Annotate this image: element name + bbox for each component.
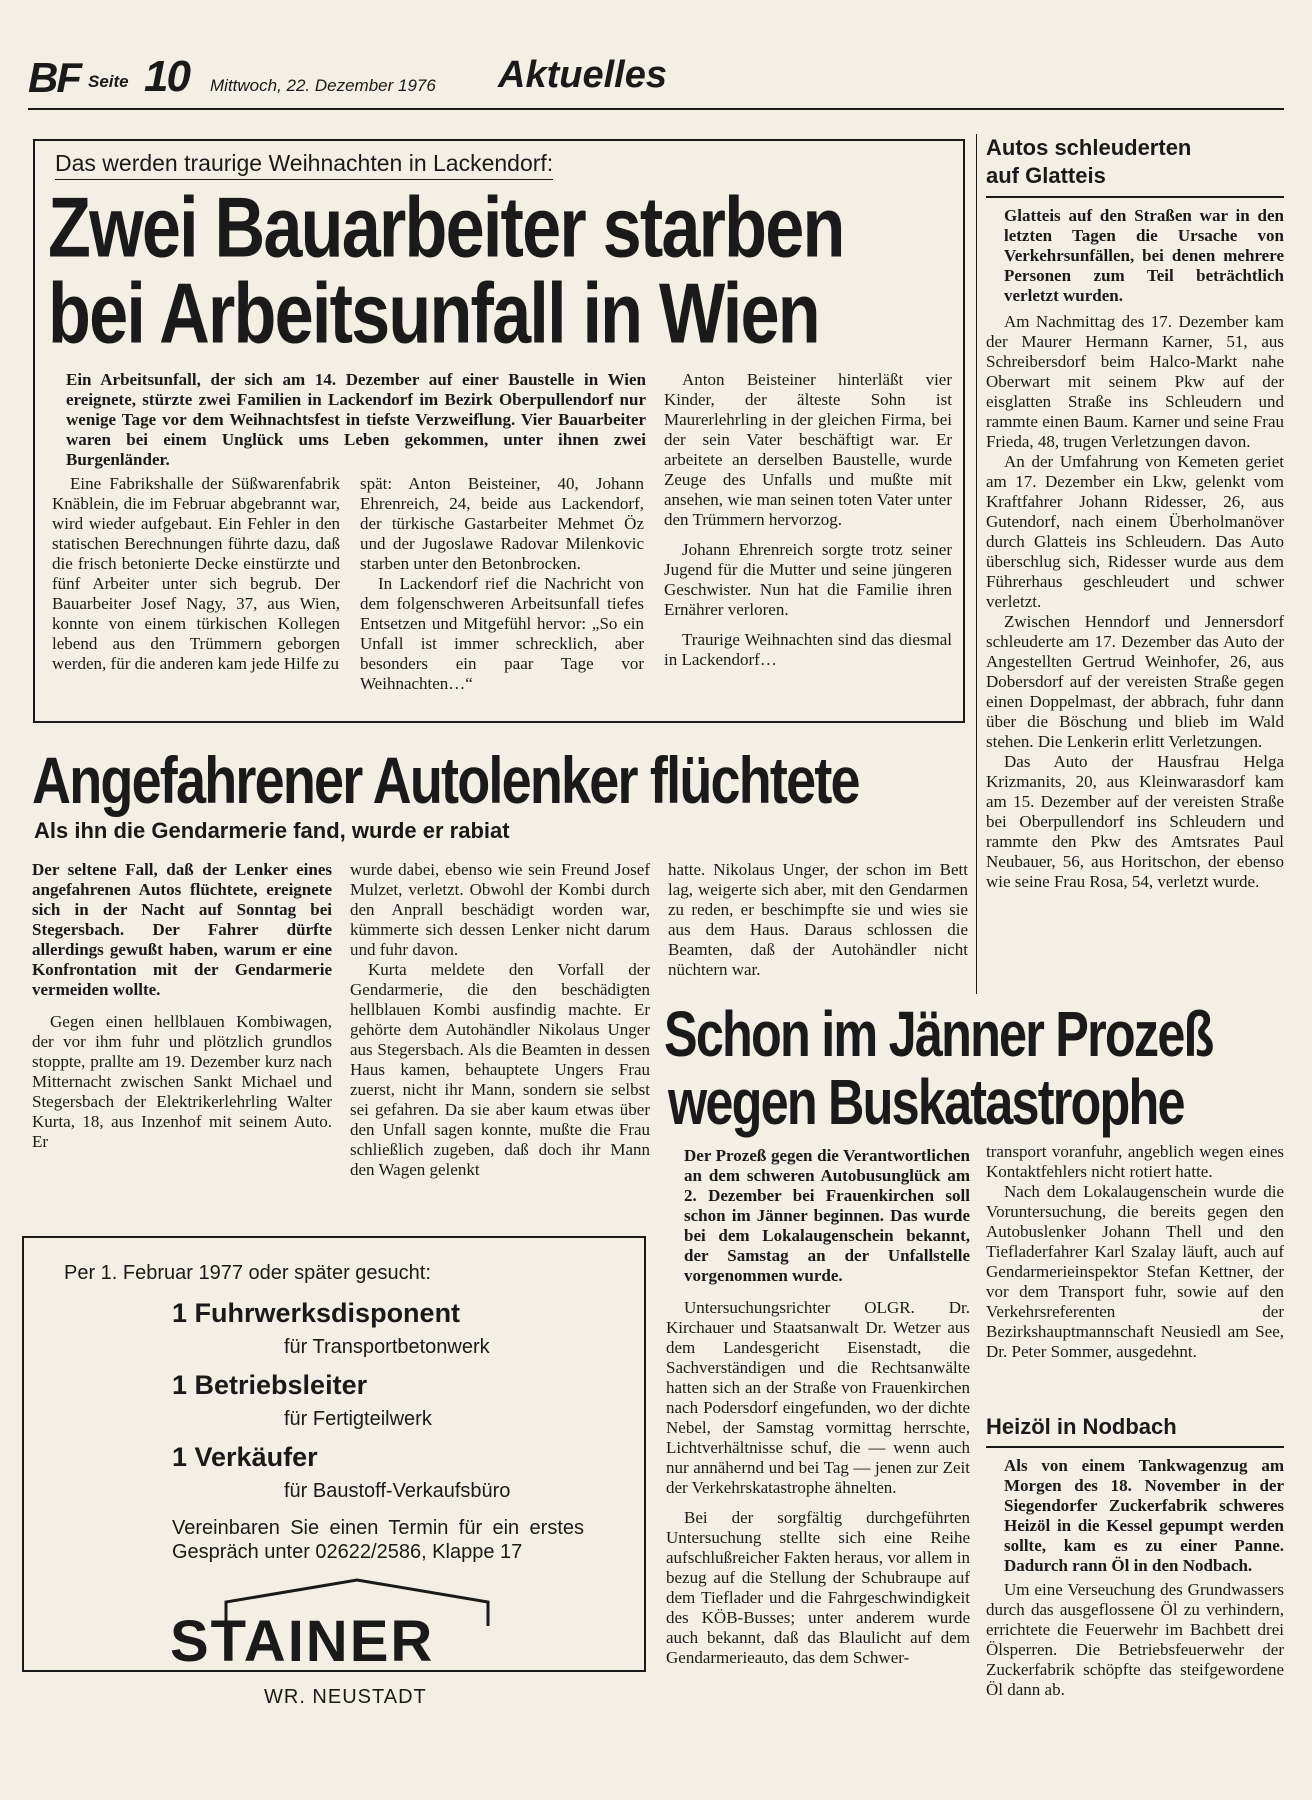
article-autolenker-subhead: Als ihn die Gendarmerie fand, wurde er rabiat [34,818,510,843]
article-prozess-col2 [986,1142,1284,1362]
stainer-city: WR. NEUSTADT [264,1686,427,1708]
article-autolenker-lead: Der seltene Fall, daß der Lenker eines angefahrenen Autos flüchtete, ereignete sich in der Nacht auf Sonntag bei Stegersbach. Der Fahrer dürfte allerdings gewußt haben, warum er eine Konfrontation mit der Gendarmerie vermeiden wollte. [32,860,332,999]
job-ad-title-2: 1 Betriebsleiter [172,1370,368,1400]
article-glatteis-p4: Das Auto der Hausfrau Helga Krizmanits, 20, aus Kleinwarasdorf kam am 15. Dezember auf der vereisten Straße bei Oberpullendorf ins Schleudern und rammte den Pkw des Amtsrates Paul Neubauer, 56, aus Horitschon, der ebenso wie seine Frau Rosa, 54, verletzt wurde. [986,752,1284,891]
logo-bf: BF [28,54,80,101]
article-autolenker-col1-text: Gegen einen hellblauen Kombiwagen, der vor ihm fuhr und plötzlich grundlos stoppte, prallte am 19. Dezember kurz nach Mitternacht zwischen Sankt Michael und Stegersbach der Elektrikerlehrling Walter Kurta, 18, aus Inzenhof mit seinem Auto. Er [32,1012,332,1151]
article-heizoel-p1: Um eine Verseuchung des Grundwassers durch das ausgeflossene Öl zu verhindern, errichtete die Feuerwehr im Bachbett drei Ölsperren. Die Betriebsfeuerwehr der Zuckerfabrik schöpfte das steifgewordene Öl dann ab. [986,1580,1284,1699]
article-heizoel-rule [986,1446,1284,1448]
column-divider-right [976,134,977,994]
stainer-logo: STAINER [170,1609,435,1674]
article-glatteis-headline: Autos schleuderten auf Glatteis [986,135,1192,188]
job-ad-sub-3: für Baustoff-Verkaufsbüro [284,1480,511,1502]
article-bauarbeiter-col3-p1: Anton Beisteiner hinterläßt vier Kinder, der älteste Sohn ist Maurerlehrling in der gleichen Firma, bei der sein Vater beschäftigt war. Er arbeitete an derselben Baustelle, wurde Zeuge des Unfalls und mußte mit ansehen, wie man seinen toten Vater unter den Trümmern hervorzog. [664,370,952,529]
article-glatteis-lead: Glatteis auf den Straßen war in den letzten Tagen die Ursache von Verkehrsunfällen, bei denen mehrere Personen zum Teil beträchtlich verletzt wurden. [1004,206,1284,305]
article-bauarbeiter-headline-2: bei Arbeitsunfall in Wien [48,264,819,362]
seite-label: Seite [88,72,129,91]
article-glatteis-p3: Zwischen Henndorf und Jennersdorf schleuderte am 17. Dezember das Auto der Angestellten Gertrud Weinhofer, 26, aus Dobersdorf auf der vereisten Straße gegen einen Doppelmast, der abbrach, fuhr dann über die Böschung und blieb im Wald stehen. Die Lenkerin erlitt Verletzungen. [986,612,1284,751]
article-bauarbeiter-col3-p2: Johann Ehrenreich sorgte trotz seiner Jugend für die Mutter und seine jüngeren Geschwister. Nun hat die Familie ihren Ernährer verloren. [664,540,952,619]
job-ad-contact: Vereinbaren Sie einen Termin für ein erstes Gespräch unter 02622/2586, Klappe 17 [172,1517,584,1563]
article-glatteis-p2: An der Umfahrung von Kemeten geriet am 17. Dezember ein Lkw, gelenkt vom Kraftfahrer Johann Ridesser, 26, aus Gutendorf, nach einem Überholmanöver durch Glatteis ins Schleudern. Das Auto überschlug sich, Ridesser wurde aus dem Führerhaus geschleudert und schwer verletzt. [986,452,1284,611]
article-autolenker-col3-text: hatte. Nikolaus Unger, der schon im Bett lag, weigerte sich aber, mit den Gendarmen zu reden, er beschimpfte sie und wies sie aus dem Haus. Daraus schlossen die Beamten, daß der Autohändler nicht nüchtern war. [668,860,968,979]
article-prozess-col2-p2: Nach dem Lokalaugenschein wurde die Voruntersuchung, die bereits gegen den Autobuslenker Johann Thell und den Tiefladerfahrer Karl Szalay läuft, auch auf Gendarmerieinspektor Stefan Kettner, der vor dem Transport fuhr, sowie auf den Verkehrsreferenten der Bezirkshauptmannschaft Neusiedl am See, Dr. Peter Sommer, ausgedehnt. [986,1182,1284,1361]
article-heizoel-lead: Als von einem Tankwagenzug am Morgen des 18. November in der Siegendorfer Zuckerfabrik schweres Heizöl in die Kessel gepumpt werden sollte, kam es zu einer Panne. Dadurch rann Öl in den Nodbach. [1004,1456,1284,1575]
article-heizoel-body [986,1456,1284,1700]
article-prozess-col1-p1: Untersuchungsrichter OLGR. Dr. Kirchauer und Staatsanwalt Dr. Wetzer aus dem Landesgericht Eisenstadt, die Sachverständigen und die Rechtsanwälte hatten sich an der Straße von Frauenkirchen nach Podersdorf eingefunden, wo der dichte Nebel, der Samstag vormittag herrschte, Lichtverhältnisse schuf, die — wenn auch nur annähernd und bei Tag — jenen zur Zeit der Verkehrskatastrophe ähnelten. [666,1298,970,1497]
article-bauarbeiter-col2-p2: In Lackendorf rief die Nachricht von dem folgenschweren Arbeitsunfall tiefes Entsetzen und Mitgefühl hervor: „So ein Unfall ist immer schrecklich, aber besonders ein paar Tage vor Weihnachten…“ [360,574,644,693]
job-ad-intro: Per 1. Februar 1977 oder später gesucht: [64,1262,431,1284]
article-bauarbeiter-col2-p1: spät: Anton Beisteiner, 40, Johann Ehrenreich, 24, beide aus Lackendorf, der türkische Gastarbeiter Mehmet Öz und der Jugoslawe Radovar Milenkovic starben unter den Betonbrocken. [360,474,644,573]
article-prozess-lead: Der Prozeß gegen die Verantwortlichen an dem schweren Autobusunglück am 2. Dezember bei Frauenkirchen soll schon im Jänner beginnen. Das wurde bei dem Lokalaugenschein bekannt, der Samstag an der Unfallstelle vorgenommen wurde. [684,1146,970,1285]
article-glatteis-body [986,206,1284,892]
article-prozess-headline-1: Schon im Jänner Prozeß [664,997,1213,1070]
article-autolenker-col1 [32,860,332,1152]
article-prozess-col1 [666,1146,970,1668]
article-autolenker-headline: Angefahrener Autolenker flüchtete [32,743,859,818]
article-prozess-col2-p1: transport voranfuhr, angeblich wegen eines Kontaktfehlers nicht rotiert hatte. [986,1142,1284,1181]
job-ad-sub-1: für Transportbetonwerk [284,1336,490,1358]
masthead-rule [28,108,1284,110]
job-ad-sub-2: für Fertigteilwerk [284,1408,432,1430]
masthead [28,52,1284,102]
issue-date: Mittwoch, 22. Dezember 1976 [210,76,436,95]
article-bauarbeiter-headline-1: Zwei Bauarbeiter starben [48,178,844,276]
article-prozess-col1-p2: Bei der sorgfältig durchgeführten Untersuchung stellte sich eine Reihe aufschlußreicher Fakten heraus, vor allem in bezug auf die Stellung der Schubraupe auf dem Tieflader und die Fahrgeschwindigkeit des KÖB-Busses; unter anderem wurde auch bekannt, daß das Blaulicht auf dem Gendarmerieauto, das dem Schwer- [666,1508,970,1667]
page-number: 10 [144,52,189,101]
article-bauarbeiter-col1-text: Eine Fabrikshalle der Süßwarenfabrik Knäblein, die im Februar abgebrannt war, wird wieder aufgebaut. Ein Fehler in den statischen Berechnungen führte dazu, daß die frisch betonierte Decke einstürzte und fünf Arbeiter unter sich begrub. Der Bauarbeiter Josef Nagy, 37, aus Wien, konnte von einem türkischen Kollegen lebend aus den Trümmern geborgen werden, für die anderen kam jede Hilfe zu [52,474,340,673]
article-autolenker-col3 [668,860,968,980]
article-bauarbeiter-col2 [360,474,644,694]
article-heizoel-headline: Heizöl in Nodbach [986,1414,1177,1439]
job-ad-title-1: 1 Fuhrwerksdisponent [172,1298,461,1328]
article-bauarbeiter-col1 [52,474,340,674]
article-glatteis-p1: Am Nachmittag des 17. Dezember kam der Maurer Hermann Karner, 51, aus Schreibersdorf beim Halco-Markt nahe Oberwart mit seinem Pkw auf der eisglatten Straße ins Schleudern und rammte einen Baum. Karner und seine Frau Frieda, 48, trugen Verletzungen davon. [986,312,1284,451]
article-bauarbeiter-col3 [664,370,952,670]
article-autolenker-col2-p2: Kurta meldete den Vorfall der Gendarmerie, die den beschädigten hellblauen Kombi ausfindig machte. Er gehörte dem Autohändler Nikolaus Unger aus Stegersbach. Als die Beamten in dessen Haus kamen, behauptete Ungers Frau zuerst, nicht ihr Mann, sondern sie selbst sei gefahren. Da sie aber kaum etwas über den Unfall sagen konnte, mußte die Frau schließlich zugeben, daß doch ihr Mann den Wagen gelenkt [350,960,650,1179]
section-title: Aktuelles [498,54,667,96]
article-glatteis-rule [986,196,1284,198]
job-ad-title-3: 1 Verkäufer [172,1442,318,1472]
article-bauarbeiter-lead: Ein Arbeitsunfall, der sich am 14. Dezember auf einer Baustelle in Wien ereignete, stürzte zwei Familien in Lackendorf im Bezirk Oberpullendorf nur wenige Tage vor dem Weihnachtsfest in tiefste Verzweiflung. Vier Bauarbeiter waren bei einem Unglück ums Leben gekommen, unter ihnen zwei Burgenländer. [66,370,646,469]
article-autolenker-col2-p1: wurde dabei, ebenso wie sein Freund Josef Mulzet, verletzt. Obwohl der Kombi durch den Anprall beschädigt worden war, kümmerte sich dessen Lenker nicht darum und fuhr davon. [350,860,650,959]
article-prozess-headline-2: wegen Buskatastrophe [668,1065,1184,1138]
article-autolenker-col2 [350,860,650,1180]
article-bauarbeiter-kicker: Das werden traurige Weihnachten in Lackendorf: [55,150,553,180]
article-bauarbeiter-col3-p3: Traurige Weihnachten sind das diesmal in Lackendorf… [664,630,952,669]
